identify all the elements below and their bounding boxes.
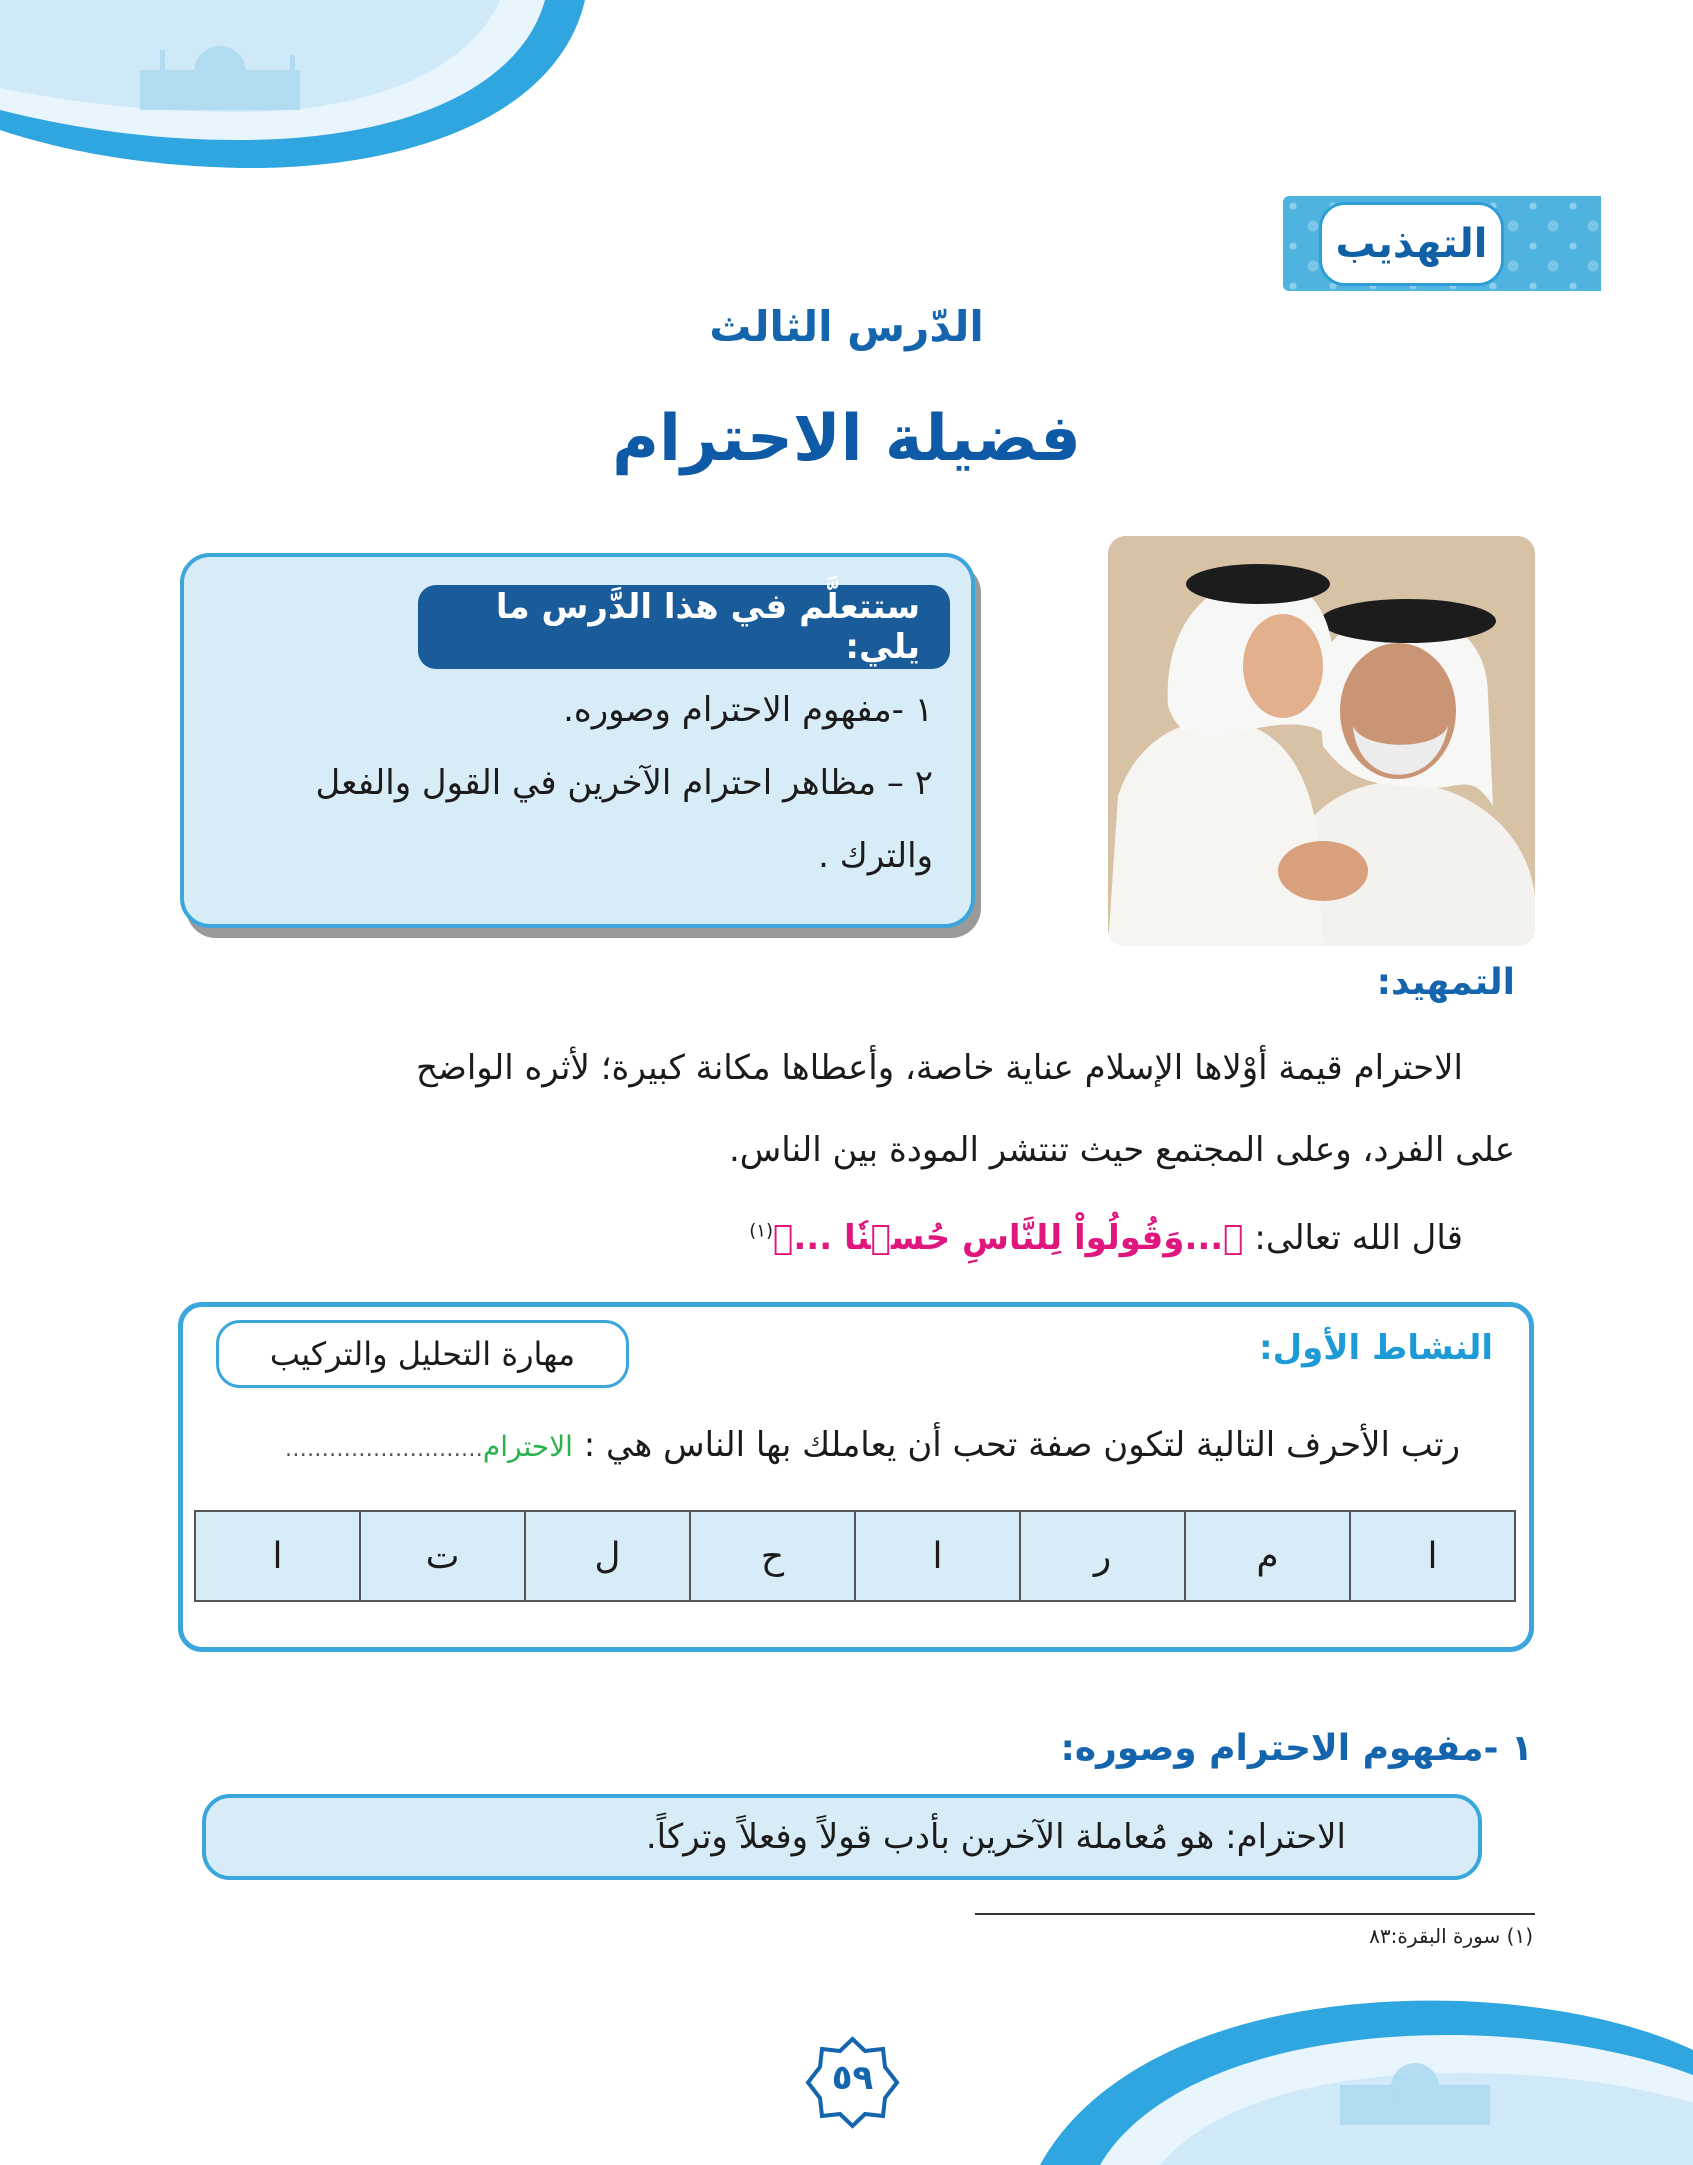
bottom-right-decoration bbox=[1040, 1995, 1693, 2165]
letter-cell: ا bbox=[854, 1512, 1019, 1600]
activity-question-line bbox=[285, 1425, 1460, 1465]
subject-badge: التهذيب bbox=[1319, 202, 1504, 286]
letters-table bbox=[194, 1510, 1516, 1602]
activity-answer: الاحترام bbox=[482, 1430, 573, 1463]
definition-text: الاحترام: هو مُعاملة الآخرين بأدب قولاً وفعلاً وتركاً. bbox=[645, 1817, 1346, 1857]
footnote-divider bbox=[975, 1913, 1535, 1915]
activity-title: النشاط الأول: bbox=[1258, 1328, 1493, 1368]
objective-item-1: ١ -مفهوم الاحترام وصوره. bbox=[563, 690, 933, 730]
lesson-title: فضيلة الاحترام bbox=[612, 402, 1081, 476]
letter-cell: ل bbox=[524, 1512, 689, 1600]
quran-verse-line bbox=[749, 1218, 1463, 1258]
intro-heading: التمهيد: bbox=[1376, 962, 1515, 1003]
definition-box bbox=[202, 1794, 1482, 1880]
quran-verse: ﴿...وَقُولُواْ لِلنَّاسِ حُسۡنٗا ...﴾ bbox=[772, 1218, 1244, 1258]
letter-cell: ح bbox=[689, 1512, 854, 1600]
top-left-decoration bbox=[0, 0, 600, 175]
lesson-number: الدّرس الثالث bbox=[709, 302, 984, 351]
concept-heading: ١ -مفهوم الاحترام وصوره: bbox=[1060, 1728, 1533, 1769]
page-number: ٥٩ bbox=[831, 2058, 874, 2098]
objective-item-2: ٢ – مظاهر احترام الآخرين في القول والفعل bbox=[315, 763, 933, 803]
intro-line-1: الاحترام قيمة أوْلاها الإسلام عناية خاصة، وأعطاها مكانة كبيرة؛ لأثره الواضح bbox=[416, 1048, 1463, 1088]
letter-cell: م bbox=[1184, 1512, 1349, 1600]
footnote: (١) سورة البقرة:٨٣ bbox=[1369, 1924, 1533, 1948]
letter-cell: ت bbox=[359, 1512, 524, 1600]
activity-question: رتب الأحرف التالية لتكون صفة تحب أن يعاملك بها الناس هي : bbox=[583, 1425, 1460, 1465]
letter-cell: ا bbox=[1349, 1512, 1514, 1600]
boy-kissing-grandfather-image bbox=[1108, 536, 1535, 946]
intro-line-2: على الفرد، وعلى المجتمع حيث تنتشر المودة بين الناس. bbox=[728, 1130, 1515, 1170]
objectives-heading: ستتعلَّم في هذا الدَّرس ما يلي: bbox=[418, 585, 950, 669]
skill-label: مهارة التحليل والتركيب bbox=[216, 1320, 629, 1388]
answer-dots: ……………………… bbox=[284, 1437, 483, 1462]
quran-intro: قال الله تعالى: bbox=[1243, 1218, 1463, 1258]
lesson-photo bbox=[1108, 536, 1535, 946]
letter-cell: ا bbox=[272, 1535, 283, 1577]
footnote-reference: (١) bbox=[749, 1220, 773, 1242]
objective-item-2-continued: والترك . bbox=[818, 836, 933, 876]
letter-cell: ر bbox=[1019, 1512, 1184, 1600]
